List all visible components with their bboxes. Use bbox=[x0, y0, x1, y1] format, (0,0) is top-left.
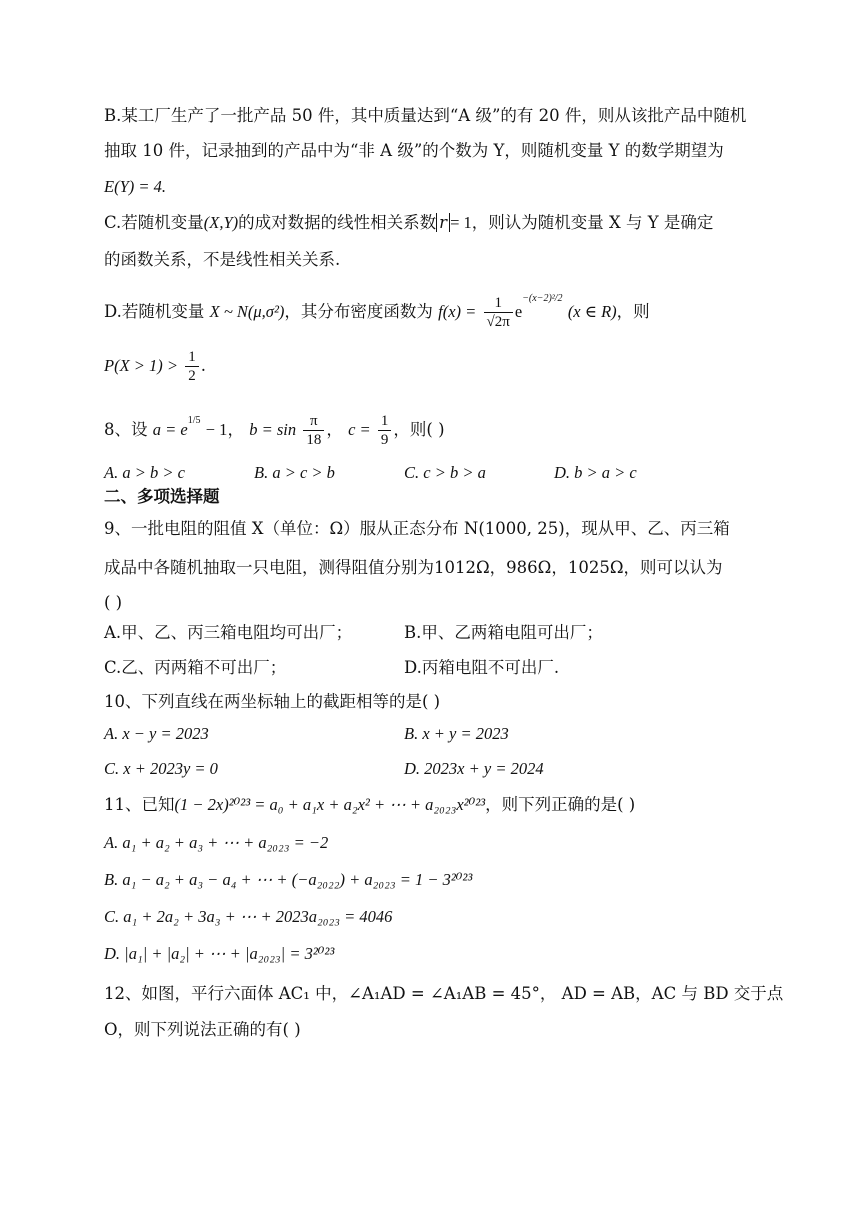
option-d-half bbox=[185, 348, 199, 385]
q8-option-c: C. c > b > a bbox=[404, 463, 486, 482]
q8-option-d: D. b > a > c bbox=[554, 463, 637, 482]
q9-option-b: B.甲、乙两箱电阻可出厂； bbox=[404, 623, 603, 642]
q12-line2: O，则下列说法正确的有( ) bbox=[104, 1020, 301, 1039]
q8-c-frac bbox=[378, 412, 392, 449]
q8-a-def: a = e bbox=[152, 420, 188, 439]
option-d-half-den: 2 bbox=[188, 368, 196, 384]
q9-option-a: A.甲、乙、丙三箱电阻均可出厂； bbox=[104, 623, 353, 642]
q10-option-b: B. x + y = 2023 bbox=[404, 724, 509, 743]
option-d-prefix: D.若随机变量 bbox=[104, 302, 205, 321]
section-title-multiple-choice: 二、多项选择题 bbox=[104, 487, 220, 506]
q8-a-exp: 1/5 bbox=[187, 414, 201, 426]
q8-b-num: π bbox=[303, 412, 324, 431]
q11-identity: (1 − 2x)²⁰²³ = a₀ + a₁x + a₂x² + ⋯ + a₂₀₂₃x²⁰²³ bbox=[174, 795, 486, 814]
option-d-distribution: X ~ N(μ,σ²) bbox=[209, 302, 285, 321]
option-b-line1: B.某工厂生产了一批产品 50 件，其中质量达到“A 级”的有 20 件，则从该批产品中随机 bbox=[104, 106, 747, 125]
option-d-conclusion-left: P(X > 1) > bbox=[104, 356, 179, 375]
q8-prefix: 8、设 bbox=[104, 420, 148, 439]
q9-option-c: C.乙、丙两箱不可出厂； bbox=[104, 658, 287, 677]
q11-prefix: 11、已知 bbox=[104, 795, 175, 814]
option-d-domain: (x ∈ R) bbox=[567, 302, 617, 321]
option-c-line2: 的函数关系，不是线性相关关系. bbox=[104, 250, 341, 269]
option-d-half-num: 1 bbox=[185, 348, 199, 367]
option-c-text: 的成对数据的线性相关系数 bbox=[238, 213, 437, 232]
option-d-suffix: ，则 bbox=[616, 302, 650, 321]
q8-b-frac bbox=[303, 412, 324, 449]
q10-stem: 10、下列直线在两坐标轴上的截距相等的是( ) bbox=[104, 692, 441, 711]
option-d-e: e bbox=[514, 302, 523, 321]
option-b-expectation: E(Y) = 4. bbox=[104, 177, 167, 196]
option-c-line1 bbox=[104, 211, 713, 235]
q8-option-a: A. a > b > c bbox=[104, 463, 185, 482]
q10-option-d: D. 2023x + y = 2024 bbox=[404, 759, 544, 778]
option-c-abs-r: r bbox=[436, 213, 450, 232]
option-d-middle: ，其分布密度函数为 bbox=[284, 302, 433, 321]
option-c-prefix: C.若随机变量 bbox=[104, 213, 204, 232]
q11-option-d: D. |a₁| + |a₂| + ⋯ + |a₂₀₂₃| = 3²⁰²³ bbox=[104, 944, 335, 963]
q8-a-tail: − 1 bbox=[205, 420, 228, 439]
q8-b-den: 18 bbox=[306, 432, 322, 448]
option-d-fraction-den: √2π bbox=[486, 314, 510, 330]
option-d-exponent: −(x−2)²/2 bbox=[522, 292, 563, 304]
q11-option-a: A. a₁ + a₂ + a₃ + ⋯ + a₂₀₂₃ = −2 bbox=[104, 833, 329, 852]
q11-suffix: ，则下列正确的是( ) bbox=[485, 795, 636, 814]
q11-option-c: C. a₁ + 2a₂ + 3a₃ + ⋯ + 2023a₂₀₂₃ = 4046 bbox=[104, 907, 393, 926]
option-d-line1 bbox=[104, 294, 650, 331]
q8-stem: 8、设 $a = e^{1/5} - 1$， b = sin $\frac{\pi}{18}$ ， c = $\frac{1}{9}$ ，则( ) bbox=[104, 413, 445, 448]
option-d-fraction bbox=[484, 294, 513, 331]
option-c-suffix: ，则认为随机变量 X 与 Y 是确定 bbox=[471, 213, 714, 232]
q8-c-den: 9 bbox=[380, 432, 389, 448]
q8-suffix: ，则( ) bbox=[393, 420, 445, 439]
q8-b-def: b = sin bbox=[249, 420, 297, 439]
q9-line3: ( ) bbox=[104, 593, 123, 612]
q9-line1: 9、一批电阻的阻值 X（单位：Ω）服从正态分布 N(1000, 25)，现从甲、乙、丙三箱 bbox=[104, 519, 730, 538]
q9-option-d: D.丙箱电阻不可出厂. bbox=[404, 658, 560, 677]
option-c-r-value: = 1 bbox=[450, 213, 472, 232]
option-d-conclusion: P(X > 1) > $\frac{1}{2}$ . bbox=[104, 349, 207, 384]
q10-option-a: A. x − y = 2023 bbox=[104, 724, 209, 743]
option-b-line2: 抽取 10 件，记录抽到的产品中为“非 A 级”的个数为 Y，则随机变量 Y 的数学期望为 bbox=[104, 141, 724, 160]
q8-option-b: B. a > c > b bbox=[254, 463, 335, 482]
q11-option-b: B. a₁ − a₂ + a₃ − a₄ + ⋯ + (−a₂₀₂₂) + a₂₀₂₃ = 1 − 3²⁰²³ bbox=[104, 870, 473, 889]
q9-line2: 成品中各随机抽取一只电阻，测得阻值分别为1012Ω，986Ω，1025Ω，则可以认为 bbox=[104, 558, 723, 577]
option-d-fraction-num: 1 bbox=[484, 294, 513, 313]
q8-c-num: 1 bbox=[378, 412, 392, 431]
option-c-pair: (X,Y) bbox=[203, 213, 239, 232]
option-d-f: f(x) = bbox=[438, 302, 477, 321]
q10-option-c: C. x + 2023y = 0 bbox=[104, 759, 218, 778]
q12-line1: 12、如图，平行六面体 AC₁ 中，∠A₁AD = ∠A₁AB = 45°， AD = AB，AC 与 BD 交于点 bbox=[104, 984, 784, 1003]
q11-stem bbox=[104, 793, 635, 817]
q8-c-def: c = bbox=[348, 420, 371, 439]
